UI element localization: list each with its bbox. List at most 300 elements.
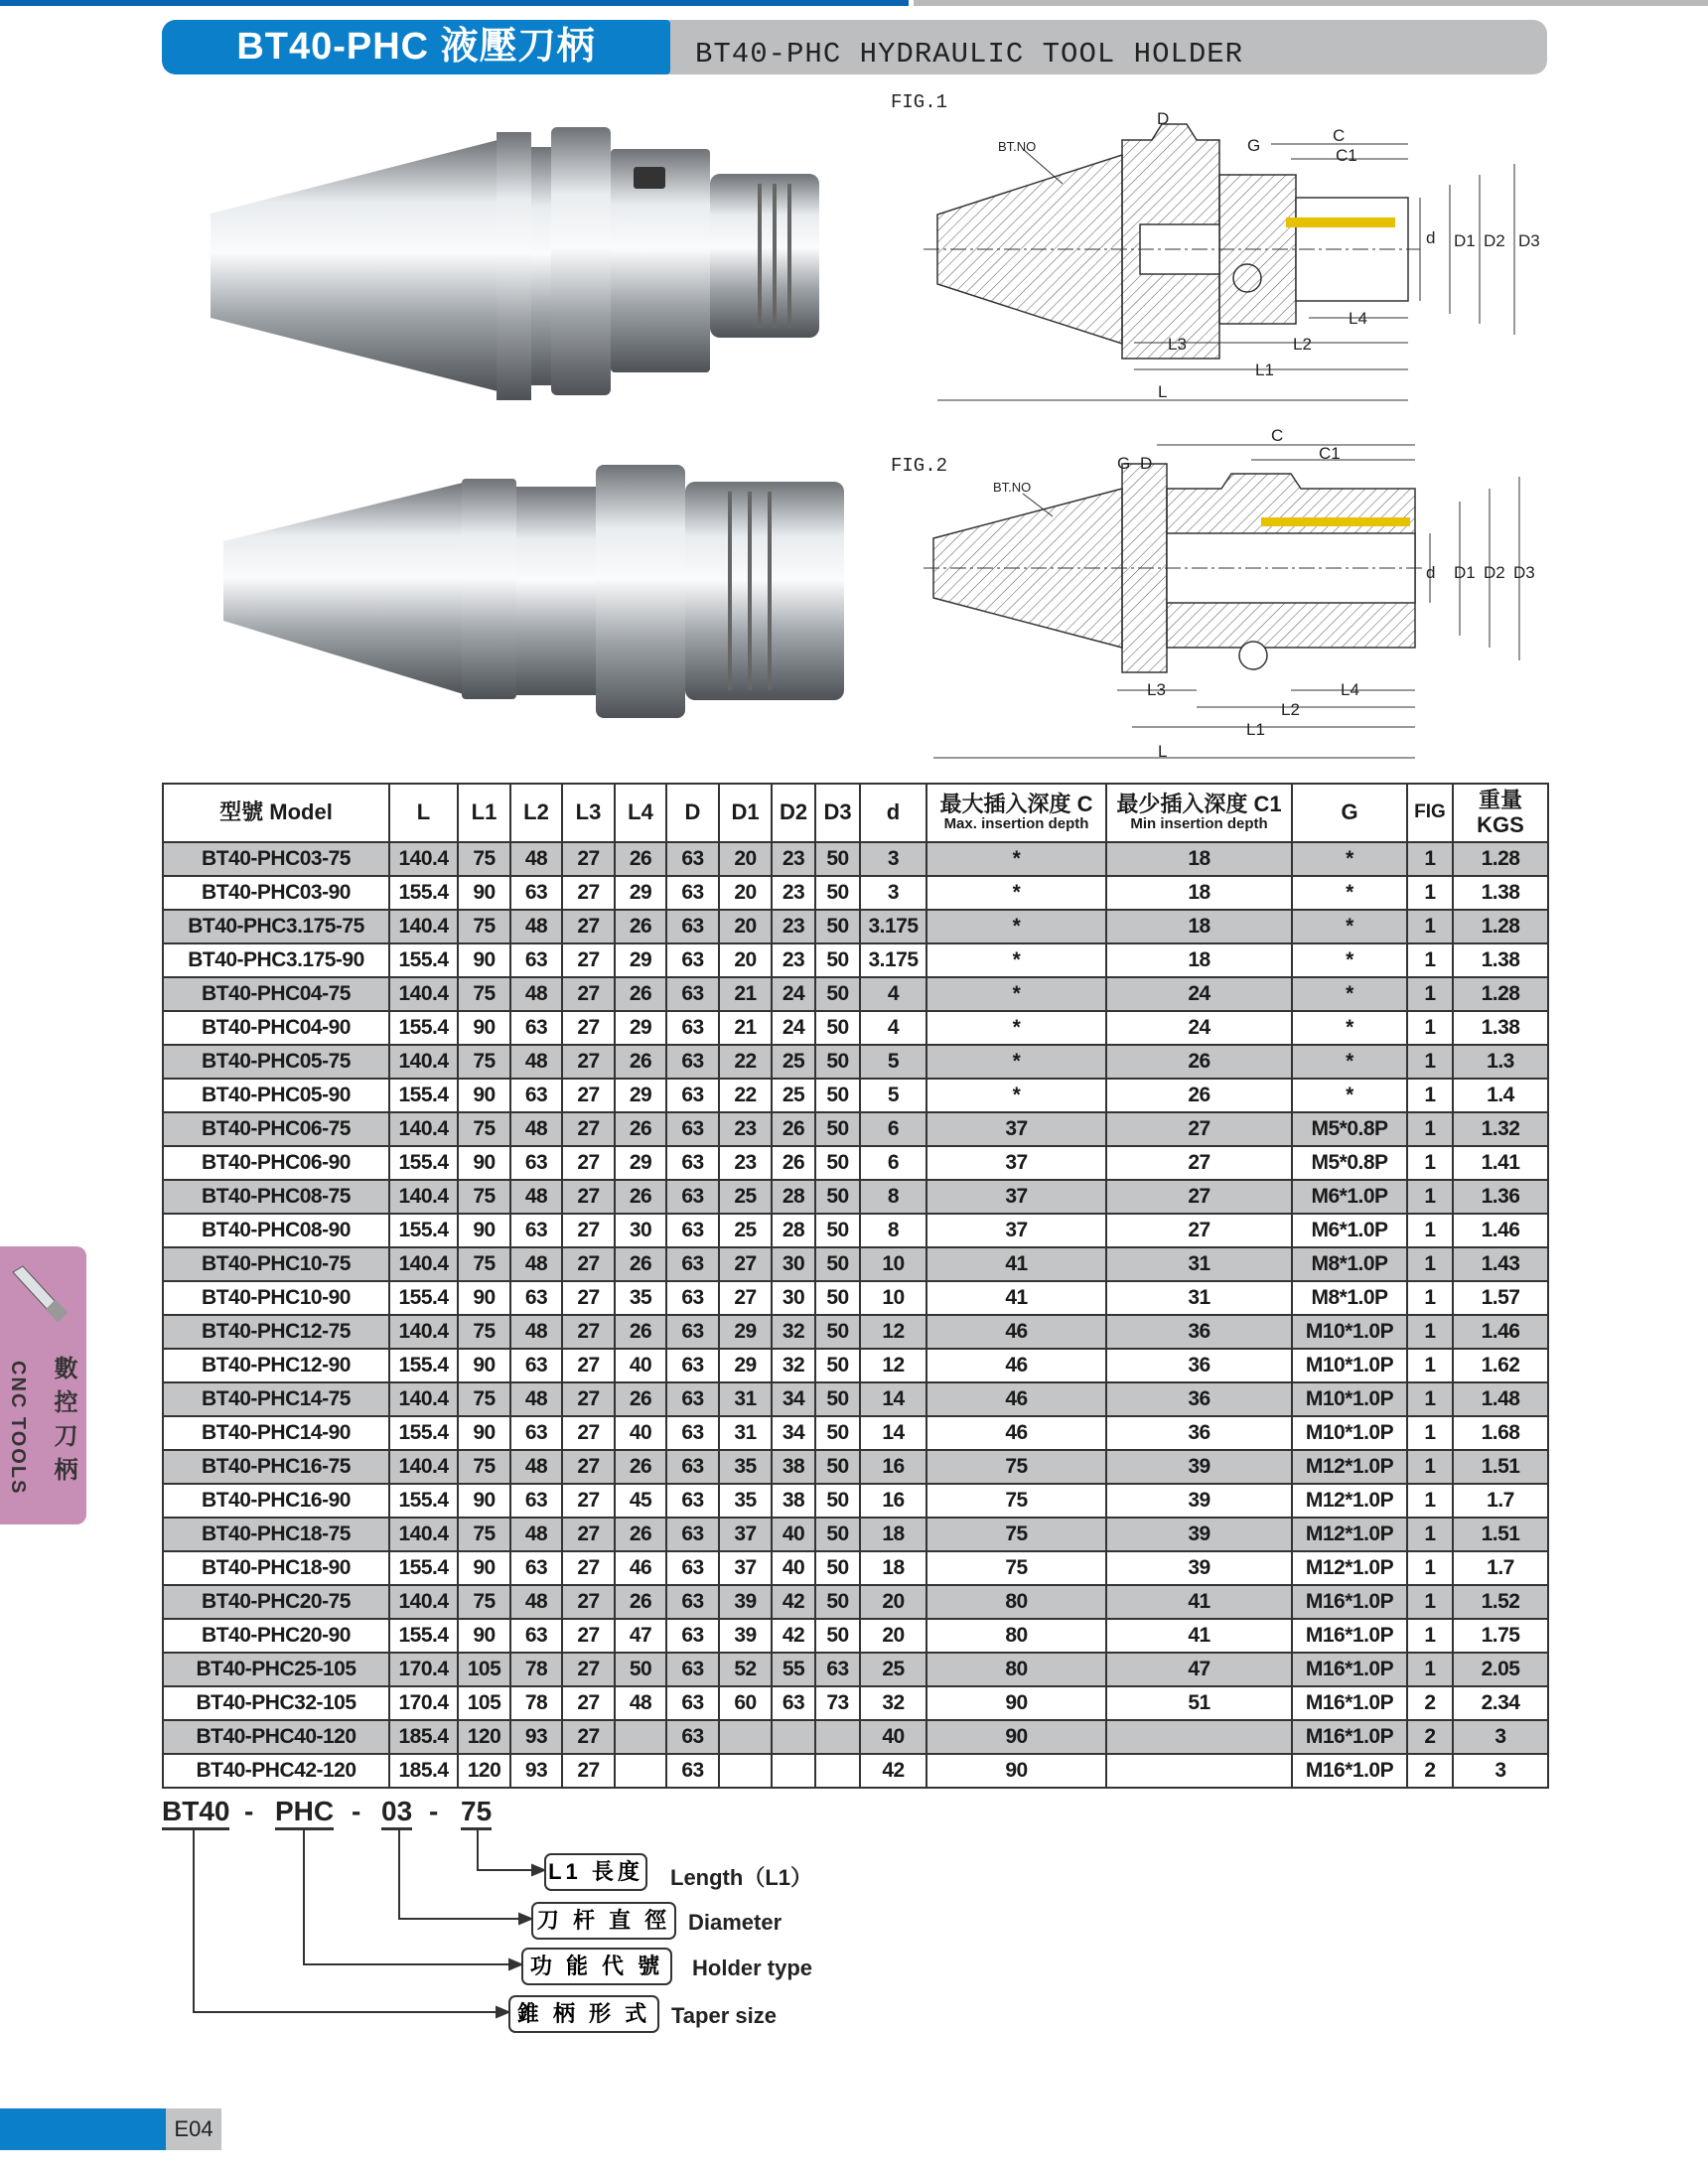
- table-cell: 155.4: [389, 1079, 458, 1112]
- table-cell: 1: [1407, 1416, 1453, 1450]
- table-cell: 50: [815, 1551, 860, 1585]
- table-cell: 41: [926, 1281, 1106, 1315]
- table-cell: 27: [562, 943, 615, 977]
- table-cell: 50: [815, 1112, 860, 1146]
- table-cell: *: [1292, 977, 1407, 1011]
- table-cell: 30: [772, 1281, 815, 1315]
- table-cell: 1: [1407, 1653, 1453, 1686]
- table-cell: 26: [615, 1518, 666, 1551]
- table-cell: 37: [926, 1112, 1106, 1146]
- fig2-dim-L3: L3: [1147, 680, 1166, 699]
- table-cell: *: [1292, 1045, 1407, 1079]
- model-cell: BT40-PHC03-75: [163, 842, 389, 876]
- table-cell: 27: [1106, 1146, 1292, 1180]
- table-cell: 18: [860, 1518, 926, 1551]
- table-cell: 16: [860, 1450, 926, 1484]
- model-cell: BT40-PHC20-90: [163, 1619, 389, 1653]
- table-cell: 48: [510, 1247, 562, 1281]
- col-weight: [1453, 784, 1548, 842]
- table-cell: 27: [562, 1180, 615, 1214]
- table-cell: 48: [510, 1450, 562, 1484]
- table-cell: 18: [860, 1551, 926, 1585]
- table-cell: 50: [815, 1619, 860, 1653]
- table-cell: 25: [719, 1180, 772, 1214]
- table-cell: 50: [815, 1180, 860, 1214]
- table-cell: 27: [1106, 1214, 1292, 1247]
- table-row: [163, 1214, 1548, 1247]
- table-cell: 155.4: [389, 1214, 458, 1247]
- table-cell: 1.46: [1453, 1214, 1548, 1247]
- table-cell: 27: [562, 1011, 615, 1045]
- table-row: [163, 1720, 1548, 1754]
- table-cell: 1.4: [1453, 1079, 1548, 1112]
- col-L2: L2: [510, 784, 562, 842]
- table-cell: 90: [458, 1079, 510, 1112]
- col-D2: D2: [772, 784, 815, 842]
- table-cell: 75: [926, 1551, 1106, 1585]
- table-row: [163, 1686, 1548, 1720]
- table-cell: 16: [860, 1484, 926, 1518]
- table-cell: 29: [615, 876, 666, 910]
- table-cell: 63: [666, 1349, 719, 1382]
- table-cell: *: [1292, 842, 1407, 876]
- table-cell: 26: [615, 977, 666, 1011]
- table-cell: 27: [562, 910, 615, 943]
- table-cell: 63: [666, 943, 719, 977]
- table-cell: [719, 1754, 772, 1788]
- table-cell: 24: [1106, 1011, 1292, 1045]
- table-cell: 14: [860, 1416, 926, 1450]
- table-cell: 1.38: [1453, 876, 1548, 910]
- table-cell: 41: [926, 1247, 1106, 1281]
- col-weight-en: KGS: [1477, 811, 1524, 837]
- table-cell: 39: [1106, 1484, 1292, 1518]
- fig2-label: FIG.2: [891, 455, 948, 477]
- table-cell: M10*1.0P: [1292, 1416, 1407, 1450]
- table-cell: *: [1292, 943, 1407, 977]
- table-cell: 48: [510, 1382, 562, 1416]
- side-tab-label-cn: 數控刀柄: [50, 1356, 76, 1491]
- code-box-diameter: 刀 杆 直 徑: [531, 1902, 676, 1940]
- fig2-bt-no: BT.NO: [993, 480, 1032, 495]
- table-cell: 26: [615, 1180, 666, 1214]
- table-cell: 24: [772, 1011, 815, 1045]
- fig2-dim-D2: D2: [1484, 563, 1505, 582]
- table-cell: 93: [510, 1720, 562, 1754]
- table-cell: 140.4: [389, 910, 458, 943]
- table-cell: 30: [772, 1247, 815, 1281]
- table-cell: 29: [719, 1349, 772, 1382]
- table-cell: 2: [1407, 1754, 1453, 1788]
- table-cell: *: [926, 977, 1106, 1011]
- table-cell: 63: [666, 1079, 719, 1112]
- table-cell: 63: [666, 1720, 719, 1754]
- table-cell: 5: [860, 1079, 926, 1112]
- table-cell: M6*1.0P: [1292, 1180, 1407, 1214]
- model-cell: BT40-PHC3.175-75: [163, 910, 389, 943]
- col-G: G: [1292, 784, 1407, 842]
- table-cell: [815, 1720, 860, 1754]
- table-cell: 26: [772, 1112, 815, 1146]
- table-cell: 48: [510, 977, 562, 1011]
- table-cell: 1: [1407, 1585, 1453, 1619]
- table-cell: 55: [772, 1653, 815, 1686]
- table-row: [163, 1079, 1548, 1112]
- col-C-en: Max. insertion depth: [943, 815, 1089, 833]
- table-cell: 27: [719, 1247, 772, 1281]
- table-cell: 50: [815, 1484, 860, 1518]
- table-cell: 50: [815, 910, 860, 943]
- table-cell: 1: [1407, 1247, 1453, 1281]
- table-cell: 155.4: [389, 1484, 458, 1518]
- table-cell: 2: [1407, 1686, 1453, 1720]
- col-weight-cn: 重量: [1478, 788, 1522, 813]
- fig2-dim-D1: D1: [1454, 563, 1476, 582]
- table-cell: [719, 1720, 772, 1754]
- model-cell: BT40-PHC42-120: [163, 1754, 389, 1788]
- table-cell: 24: [1106, 977, 1292, 1011]
- page-title-en: BT40-PHC HYDRAULIC TOOL HOLDER: [695, 38, 1244, 71]
- table-cell: 36: [1106, 1416, 1292, 1450]
- table-cell: 105: [458, 1686, 510, 1720]
- table-cell: 50: [815, 1450, 860, 1484]
- table-cell: 26: [615, 1450, 666, 1484]
- footer-bar: [0, 2108, 166, 2150]
- table-cell: 90: [458, 1484, 510, 1518]
- table-cell: 48: [510, 842, 562, 876]
- table-cell: 27: [562, 1281, 615, 1315]
- table-cell: 27: [562, 1146, 615, 1180]
- table-cell: *: [926, 1045, 1106, 1079]
- col-d: d: [860, 784, 926, 842]
- code-label-length: Length（L1）: [670, 1865, 812, 1890]
- table-cell: 39: [719, 1585, 772, 1619]
- table-cell: 63: [666, 1686, 719, 1720]
- table-cell: 18: [1106, 910, 1292, 943]
- table-cell: 63: [666, 1551, 719, 1585]
- fig1-dim-D2: D2: [1484, 231, 1505, 250]
- table-cell: 23: [772, 842, 815, 876]
- table-cell: 42: [772, 1619, 815, 1653]
- side-tab-label-en: CNC TOOLS: [7, 1361, 29, 1496]
- spec-table: [162, 783, 1549, 1789]
- table-cell: 3.175: [860, 910, 926, 943]
- table-row: [163, 1281, 1548, 1315]
- table-cell: 1.28: [1453, 977, 1548, 1011]
- table-cell: 45: [615, 1484, 666, 1518]
- fig2-dim-L4: L4: [1341, 680, 1359, 699]
- table-cell: 26: [615, 1045, 666, 1079]
- table-cell: M5*0.8P: [1292, 1112, 1407, 1146]
- table-cell: *: [926, 876, 1106, 910]
- table-cell: 63: [666, 1484, 719, 1518]
- table-cell: *: [1292, 910, 1407, 943]
- table-cell: 63: [510, 876, 562, 910]
- col-D: D: [666, 784, 719, 842]
- table-cell: 4: [860, 977, 926, 1011]
- table-cell: 27: [562, 1079, 615, 1112]
- table-cell: 18: [1106, 943, 1292, 977]
- table-cell: 140.4: [389, 1518, 458, 1551]
- table-cell: 140.4: [389, 977, 458, 1011]
- table-cell: 29: [615, 943, 666, 977]
- code-taper: BT40: [162, 1796, 229, 1830]
- model-cell: BT40-PHC25-105: [163, 1653, 389, 1686]
- table-cell: 1: [1407, 1551, 1453, 1585]
- table-cell: 155.4: [389, 876, 458, 910]
- table-cell: *: [926, 842, 1106, 876]
- product-photo-fig2: [223, 465, 844, 718]
- fig1-dim-C1: C1: [1336, 146, 1357, 165]
- table-cell: 1.7: [1453, 1484, 1548, 1518]
- table-cell: 75: [458, 1518, 510, 1551]
- model-cell: BT40-PHC06-75: [163, 1112, 389, 1146]
- table-row: [163, 1754, 1548, 1788]
- page-title-cn: BT40-PHC 液壓刀柄: [162, 20, 670, 74]
- table-cell: 75: [458, 1315, 510, 1349]
- model-cell: BT40-PHC14-75: [163, 1382, 389, 1416]
- table-cell: 50: [815, 1315, 860, 1349]
- table-cell: [815, 1754, 860, 1788]
- code-box-length: L1 長度: [544, 1853, 647, 1891]
- table-row: [163, 1551, 1548, 1585]
- table-cell: 1: [1407, 876, 1453, 910]
- table-cell: 155.4: [389, 1619, 458, 1653]
- table-cell: 63: [666, 1585, 719, 1619]
- table-cell: 6: [860, 1146, 926, 1180]
- table-cell: 31: [1106, 1281, 1292, 1315]
- col-C: [926, 784, 1106, 842]
- table-cell: 27: [562, 1585, 615, 1619]
- model-cell: BT40-PHC12-90: [163, 1349, 389, 1382]
- table-cell: 75: [458, 1450, 510, 1484]
- table-cell: 46: [926, 1382, 1106, 1416]
- table-cell: 1: [1407, 1079, 1453, 1112]
- table-cell: [1106, 1754, 1292, 1788]
- table-cell: 36: [1106, 1349, 1292, 1382]
- table-cell: 1: [1407, 1518, 1453, 1551]
- table-cell: 48: [510, 1585, 562, 1619]
- table-cell: 1: [1407, 977, 1453, 1011]
- model-cell: BT40-PHC14-90: [163, 1416, 389, 1450]
- table-cell: 50: [815, 1146, 860, 1180]
- table-cell: 36: [1106, 1315, 1292, 1349]
- fig2-dim-D: D: [1140, 454, 1153, 473]
- fig2-dim-C: C: [1271, 426, 1284, 445]
- table-cell: [615, 1720, 666, 1754]
- model-cell: BT40-PHC18-90: [163, 1551, 389, 1585]
- table-cell: M12*1.0P: [1292, 1450, 1407, 1484]
- table-cell: 90: [458, 1349, 510, 1382]
- table-cell: M8*1.0P: [1292, 1281, 1407, 1315]
- table-cell: 26: [615, 910, 666, 943]
- table-cell: 75: [926, 1518, 1106, 1551]
- table-cell: 52: [719, 1653, 772, 1686]
- technical-drawing-fig1: [891, 91, 1540, 401]
- table-cell: 12: [860, 1349, 926, 1382]
- table-cell: 63: [510, 1146, 562, 1180]
- table-cell: 21: [719, 1011, 772, 1045]
- table-cell: 39: [1106, 1450, 1292, 1484]
- table-cell: 63: [666, 910, 719, 943]
- fig2-dim-L1: L1: [1246, 720, 1265, 739]
- fig1-dim-D: D: [1157, 109, 1170, 128]
- table-cell: 20: [719, 842, 772, 876]
- table-cell: 27: [562, 1112, 615, 1146]
- table-cell: M12*1.0P: [1292, 1551, 1407, 1585]
- table-cell: 63: [666, 1416, 719, 1450]
- table-cell: 155.4: [389, 1416, 458, 1450]
- code-connector-lines: [0, 1827, 556, 2036]
- table-cell: 63: [510, 1079, 562, 1112]
- table-cell: 27: [562, 1518, 615, 1551]
- table-cell: 140.4: [389, 1315, 458, 1349]
- model-cell: BT40-PHC03-90: [163, 876, 389, 910]
- table-cell: 27: [562, 1214, 615, 1247]
- table-cell: 28: [772, 1214, 815, 1247]
- table-row: [163, 977, 1548, 1011]
- code-box-holder-type: 功 能 代 號: [521, 1948, 672, 1985]
- table-cell: 63: [666, 1281, 719, 1315]
- table-cell: 90: [458, 1619, 510, 1653]
- page-number: E04: [166, 2108, 221, 2150]
- table-cell: 29: [615, 1146, 666, 1180]
- table-cell: 1.57: [1453, 1281, 1548, 1315]
- table-cell: [772, 1754, 815, 1788]
- table-cell: 26: [615, 842, 666, 876]
- table-cell: 3.175: [860, 943, 926, 977]
- table-cell: *: [1292, 876, 1407, 910]
- table-cell: 1.7: [1453, 1551, 1548, 1585]
- table-cell: 39: [1106, 1551, 1292, 1585]
- table-cell: 90: [458, 1146, 510, 1180]
- col-D3: D3: [815, 784, 860, 842]
- table-row: [163, 1653, 1548, 1686]
- table-cell: 140.4: [389, 1045, 458, 1079]
- table-cell: 140.4: [389, 1450, 458, 1484]
- table-cell: [1106, 1720, 1292, 1754]
- table-cell: 1.75: [1453, 1619, 1548, 1653]
- table-cell: 50: [815, 1416, 860, 1450]
- table-cell: 18: [1106, 842, 1292, 876]
- col-C1: [1106, 784, 1292, 842]
- table-cell: 90: [926, 1686, 1106, 1720]
- table-cell: 27: [562, 1653, 615, 1686]
- table-cell: 26: [772, 1146, 815, 1180]
- table-cell: 63: [510, 1484, 562, 1518]
- model-cell: BT40-PHC04-75: [163, 977, 389, 1011]
- table-cell: 75: [458, 910, 510, 943]
- table-cell: 1: [1407, 842, 1453, 876]
- table-cell: 1: [1407, 1011, 1453, 1045]
- table-cell: 140.4: [389, 1247, 458, 1281]
- table-cell: 63: [666, 1011, 719, 1045]
- table-cell: 20: [719, 943, 772, 977]
- table-cell: 32: [772, 1349, 815, 1382]
- table-cell: 75: [458, 1247, 510, 1281]
- table-cell: 63: [510, 1214, 562, 1247]
- table-cell: M16*1.0P: [1292, 1585, 1407, 1619]
- table-cell: 63: [510, 1281, 562, 1315]
- fig1-dim-G: G: [1247, 136, 1261, 155]
- model-cell: BT40-PHC40-120: [163, 1720, 389, 1754]
- table-cell: 25: [719, 1214, 772, 1247]
- table-cell: 37: [926, 1214, 1106, 1247]
- table-cell: 1: [1407, 943, 1453, 977]
- fig1-bt-no: BT.NO: [998, 139, 1037, 154]
- table-cell: 50: [815, 977, 860, 1011]
- table-cell: *: [926, 1079, 1106, 1112]
- fig2-dim-L: L: [1158, 742, 1168, 761]
- table-cell: 27: [719, 1281, 772, 1315]
- table-cell: 40: [615, 1416, 666, 1450]
- table-cell: 2.05: [1453, 1653, 1548, 1686]
- table-cell: 63: [666, 842, 719, 876]
- table-cell: 1: [1407, 1315, 1453, 1349]
- table-row: [163, 943, 1548, 977]
- table-cell: 27: [562, 876, 615, 910]
- model-cell: BT40-PHC32-105: [163, 1686, 389, 1720]
- table-cell: [615, 1754, 666, 1788]
- model-cell: BT40-PHC10-75: [163, 1247, 389, 1281]
- table-cell: 63: [510, 943, 562, 977]
- table-cell: 1: [1407, 1281, 1453, 1315]
- fig1-dim-L3: L3: [1168, 335, 1187, 354]
- table-cell: M16*1.0P: [1292, 1619, 1407, 1653]
- table-cell: 37: [926, 1146, 1106, 1180]
- col-C1-cn: 最少插入深度 C1: [1116, 792, 1282, 817]
- technical-drawing-fig2: [891, 426, 1535, 761]
- table-cell: 90: [458, 876, 510, 910]
- table-cell: 155.4: [389, 1281, 458, 1315]
- table-cell: 27: [1106, 1112, 1292, 1146]
- table-cell: 185.4: [389, 1720, 458, 1754]
- table-cell: 63: [666, 1247, 719, 1281]
- table-cell: 41: [1106, 1585, 1292, 1619]
- table-cell: 27: [562, 1619, 615, 1653]
- table-row: [163, 910, 1548, 943]
- table-cell: 93: [510, 1754, 562, 1788]
- code-label-diameter: Diameter: [688, 1910, 783, 1935]
- table-cell: 29: [615, 1011, 666, 1045]
- model-cell: BT40-PHC08-90: [163, 1214, 389, 1247]
- table-cell: 27: [562, 1551, 615, 1585]
- table-cell: 42: [860, 1754, 926, 1788]
- table-cell: 170.4: [389, 1653, 458, 1686]
- table-cell: 6: [860, 1112, 926, 1146]
- table-cell: 39: [719, 1619, 772, 1653]
- fig1-dim-D1: D1: [1454, 231, 1476, 250]
- table-cell: 26: [1106, 1079, 1292, 1112]
- model-cell: BT40-PHC18-75: [163, 1518, 389, 1551]
- model-cell: BT40-PHC16-90: [163, 1484, 389, 1518]
- table-cell: M10*1.0P: [1292, 1315, 1407, 1349]
- table-cell: 90: [458, 943, 510, 977]
- table-cell: 63: [510, 1551, 562, 1585]
- table-cell: 50: [815, 1079, 860, 1112]
- code-diameter: 03: [381, 1796, 412, 1830]
- table-cell: 50: [815, 1045, 860, 1079]
- table-cell: 75: [926, 1484, 1106, 1518]
- table-cell: 31: [719, 1382, 772, 1416]
- table-cell: 75: [926, 1450, 1106, 1484]
- table-cell: 12: [860, 1315, 926, 1349]
- code-sep: -: [352, 1796, 361, 1826]
- model-cell: BT40-PHC06-90: [163, 1146, 389, 1180]
- code-type: PHC: [275, 1796, 334, 1830]
- table-cell: 1: [1407, 1450, 1453, 1484]
- table-row: [163, 1382, 1548, 1416]
